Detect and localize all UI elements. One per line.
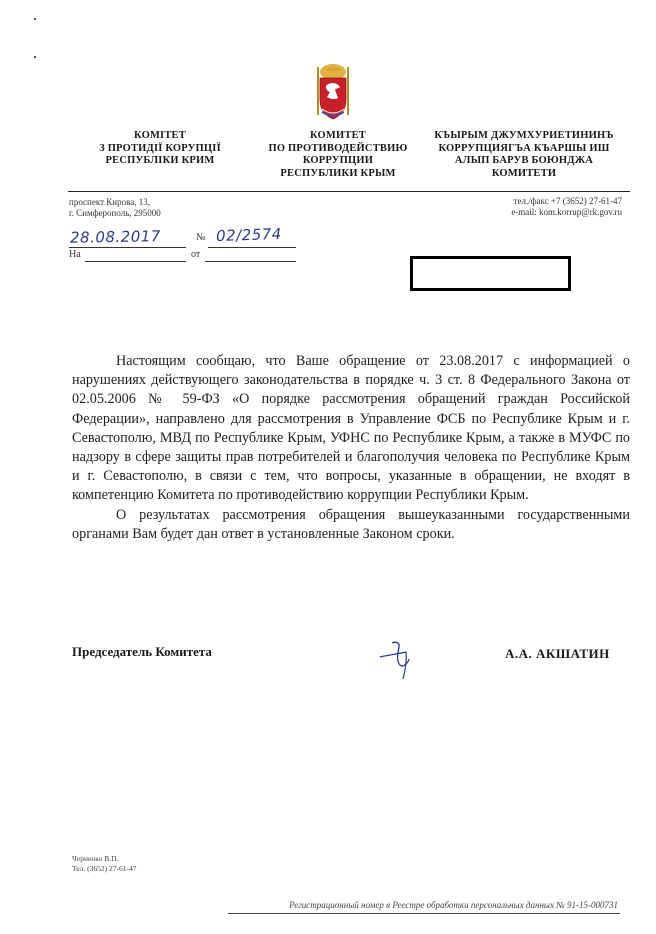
outgoing-number: 02/2574 [215, 224, 283, 246]
redacted-addressee-box [410, 256, 571, 291]
header-divider [68, 191, 630, 192]
number-underline [208, 247, 296, 248]
number-label: № [196, 232, 206, 243]
body-paragraph: Настоящим сообщаю, что Ваше обращение от 23.08.2017 с информацией о нарушениях действующего законодательства в порядке ч. 3 ст. 8 Федерального Закона от 02.05.2006 № 59-ФЗ «О порядке рассмотрения обращений граждан Российской Федерации», направлено для рассмотрения в Управление ФСБ по Республике Крым и г. Севастополю, МВД по Республике Крым, УФНС по Республике Крым, а также в МУФС по надзору в сфере защиты прав потребителей и благополучия человека по Республике Крым и г. Севастополю, в связи с тем, что вопросы, указанные в обращении, не входят в компетенцию Комитета по противодействию коррупции Республики Крым. [72, 353, 630, 504]
header-russian: КОМИТЕТ ПО ПРОТИВОДЕЙСТВИЮ КОРРУПЦИИ РЕСПУБЛИКИ КРЫМ [268, 130, 408, 179]
letter-body [72, 352, 630, 544]
date-underline [69, 247, 186, 248]
handwritten-signature [376, 635, 424, 681]
registry-footer: Регистрационный номер в Реестре обработки персональных данных № 91-15-000731 [289, 900, 618, 910]
body-paragraph: О результатах рассмотрения обращения вышеуказанными государственными органами Вам будет дан ответ в установленные Законом сроки. [72, 506, 630, 542]
reference-from-label: от [191, 249, 201, 260]
executor-info: Черненко В.П. Тел. (3652) 27-61-47 [72, 854, 137, 873]
scan-speck [34, 18, 36, 20]
contact-info: тел./факс +7 (3652) 27-61-47 e-mail: kom.korrup@rk.gov.ru [511, 196, 622, 217]
header-ukrainian: КОМІТЕТ З ПРОТИДІЇ КОРУПЦІЇ РЕСПУБЛІКИ КРИМ [99, 130, 221, 166]
crimea-emblem-icon [314, 62, 352, 122]
reference-from-line [205, 261, 296, 262]
postal-address: проспект Кирова, 13, г. Симферополь, 295000 [69, 197, 161, 218]
header-crimean-tatar: КЪЫРЫМ ДЖУМХУРИЕТИНИНЪ КОРРУПЦИЯГЪА КЪАРШЫ ИШ АЛЫП БАРУВ БОЮНДЖА КОМИТЕТИ [434, 130, 614, 179]
outgoing-date: 28.08.2017 [69, 227, 162, 247]
footer-rule [228, 913, 620, 914]
reference-on-line [85, 261, 186, 262]
signatory-name: А.А. АКШАТИН [505, 646, 610, 661]
scan-speck [34, 56, 36, 58]
reference-on-label: На [69, 249, 81, 260]
signatory-position: Председатель Комитета [72, 644, 212, 659]
